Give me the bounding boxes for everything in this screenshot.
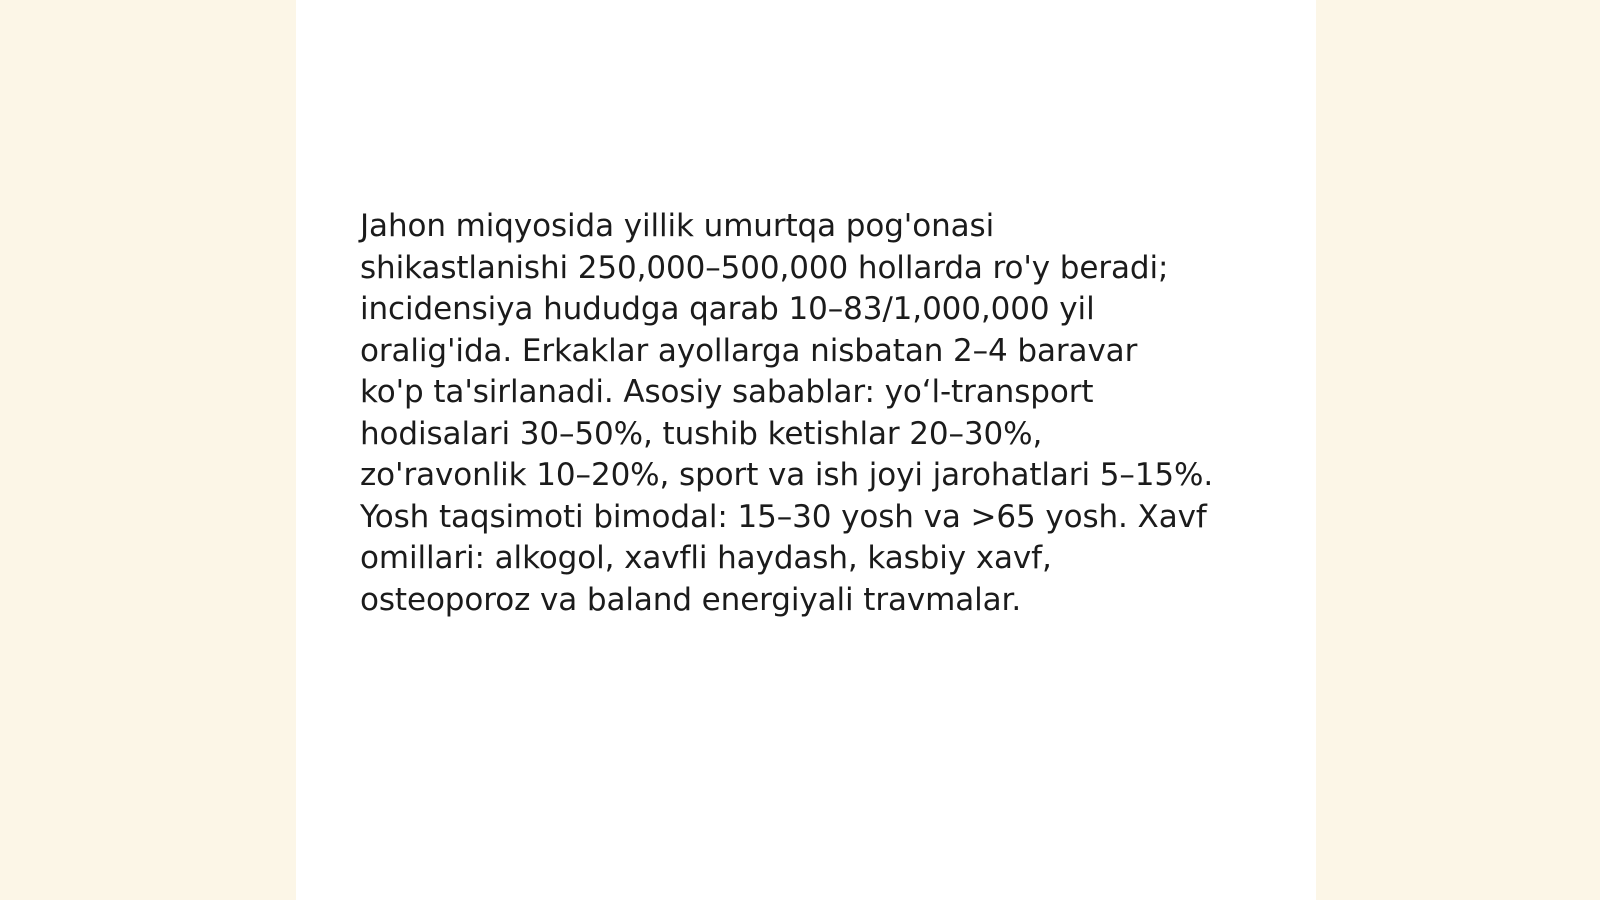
paragraph-line: shikastlanishi 250,000–500,000 hollarda ro'y beradi; xyxy=(360,249,1169,286)
body-paragraph xyxy=(360,206,1260,621)
paragraph-line: zo'ravonlik 10–20%, sport va ish joyi jarohatlari 5–15%. xyxy=(360,457,1214,493)
document-page xyxy=(296,0,1316,900)
paragraph-line: hodisalari 30–50%, tushib ketishlar 20–30%, xyxy=(360,415,1043,452)
paragraph-line: ko'p ta'sirlanadi. Asosiy sabablar: yo‘l-transport xyxy=(360,374,1094,410)
paragraph-line: incidensiya hududga qarab 10–83/1,000,000 yil xyxy=(360,291,1095,327)
paragraph-line: Jahon miqyosida yillik umurtqa pog'onasi xyxy=(360,208,995,244)
paragraph-line: oralig'ida. Erkaklar ayollarga nisbatan 2–4 baravar xyxy=(360,332,1138,369)
paragraph-line: Yosh taqsimoti bimodal: 15–30 yosh va >65 yosh. Xavf xyxy=(360,498,1207,535)
paragraph-line: osteoporoz va baland energiyali travmalar. xyxy=(360,581,1022,618)
paragraph-line: omillari: alkogol, xavfli haydash, kasbiy xavf, xyxy=(360,540,1052,576)
